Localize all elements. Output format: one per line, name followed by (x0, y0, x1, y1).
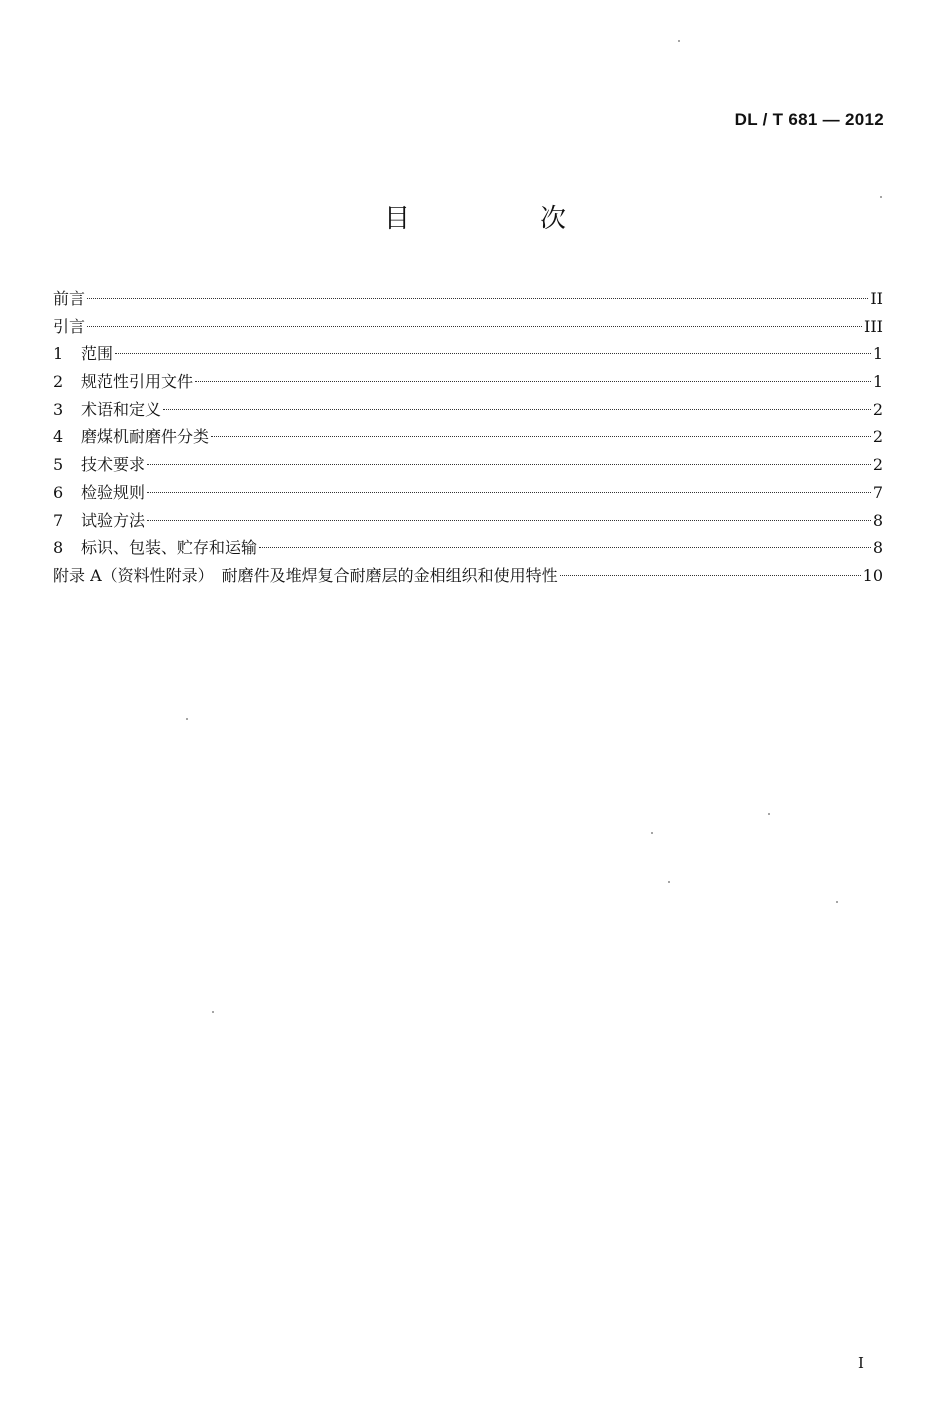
toc-entry-number: 1 (53, 344, 64, 364)
toc-entry-7[interactable] (53, 507, 883, 535)
toc-entry-1[interactable] (53, 340, 883, 368)
toc-entry-8[interactable] (53, 534, 883, 562)
toc-entry-title: 前言 (53, 289, 86, 308)
scan-speck (186, 718, 188, 720)
toc-entry-title: 引言 (53, 316, 86, 336)
toc-leader-dots (115, 353, 871, 354)
toc-entry-page: III (864, 316, 883, 336)
toc-entry-title: 规范性引用文件 (81, 372, 194, 392)
toc-entry-page: 2 (872, 455, 883, 475)
toc-leader-dots (211, 436, 871, 437)
toc-entry-number: 6 (53, 482, 64, 502)
toc-entry-appendix-a[interactable] (53, 562, 883, 590)
toc-entry-title: 术语和定义 (81, 399, 162, 419)
scan-speck (668, 881, 670, 883)
scan-speck (651, 832, 653, 834)
toc-leader-dots (147, 520, 871, 521)
toc-entry-number: 3 (53, 399, 64, 419)
toc-entry-page: 7 (872, 482, 883, 502)
toc-entry-page: 8 (872, 510, 883, 530)
toc-entry-title: 标识、包装、贮存和运输 (81, 538, 258, 558)
toc-entry-introduction[interactable] (53, 313, 883, 341)
toc-entry-3[interactable] (53, 396, 883, 424)
toc-entry-page: 2 (872, 427, 883, 447)
page-number: I (858, 1354, 864, 1372)
toc-entry-page: 2 (872, 399, 883, 419)
toc-entry-page: 1 (872, 372, 883, 392)
scan-speck (768, 813, 770, 815)
toc-leader-dots (560, 575, 861, 576)
toc-entry-page: II (870, 289, 883, 308)
toc-leader-dots (259, 547, 871, 548)
toc-entry-4[interactable] (53, 423, 883, 451)
toc-entry-title: 技术要求 (81, 455, 146, 475)
toc-entry-title: 磨煤机耐磨件分类 (81, 427, 210, 447)
standard-code: DL / T 681 — 2012 (734, 110, 884, 129)
toc-entry-number: 2 (53, 372, 64, 392)
toc-entry-page: 1 (872, 344, 883, 364)
scan-speck (836, 901, 838, 903)
scan-speck (880, 196, 882, 198)
toc-entry-title: 附录 A（资料性附录） 耐磨件及堆焊复合耐磨层的金相组织和使用特性 (53, 565, 558, 585)
page-title: 目 次 (383, 204, 618, 234)
toc-entry-title: 试验方法 (81, 510, 146, 530)
toc-leader-dots (87, 298, 868, 299)
toc-entry-number: 4 (53, 427, 64, 447)
toc-entry-2[interactable] (53, 368, 883, 396)
toc-entry-number: 7 (53, 510, 64, 530)
toc-leader-dots (147, 492, 871, 493)
toc-entry-page: 8 (872, 538, 883, 558)
scan-speck (212, 1011, 214, 1013)
toc-entry-title: 范围 (81, 344, 114, 364)
toc-leader-dots (87, 326, 862, 327)
toc-entry-foreword[interactable] (53, 285, 883, 313)
toc-leader-dots (147, 464, 871, 465)
toc-entry-number: 8 (53, 538, 64, 558)
table-of-contents (53, 285, 883, 590)
toc-entry-number: 5 (53, 455, 64, 475)
scan-speck (678, 40, 680, 42)
toc-leader-dots (195, 381, 871, 382)
toc-entry-5[interactable] (53, 451, 883, 479)
toc-leader-dots (163, 409, 871, 410)
toc-entry-page: 10 (862, 565, 883, 585)
toc-entry-6[interactable] (53, 479, 883, 507)
toc-entry-title: 检验规则 (81, 482, 146, 502)
